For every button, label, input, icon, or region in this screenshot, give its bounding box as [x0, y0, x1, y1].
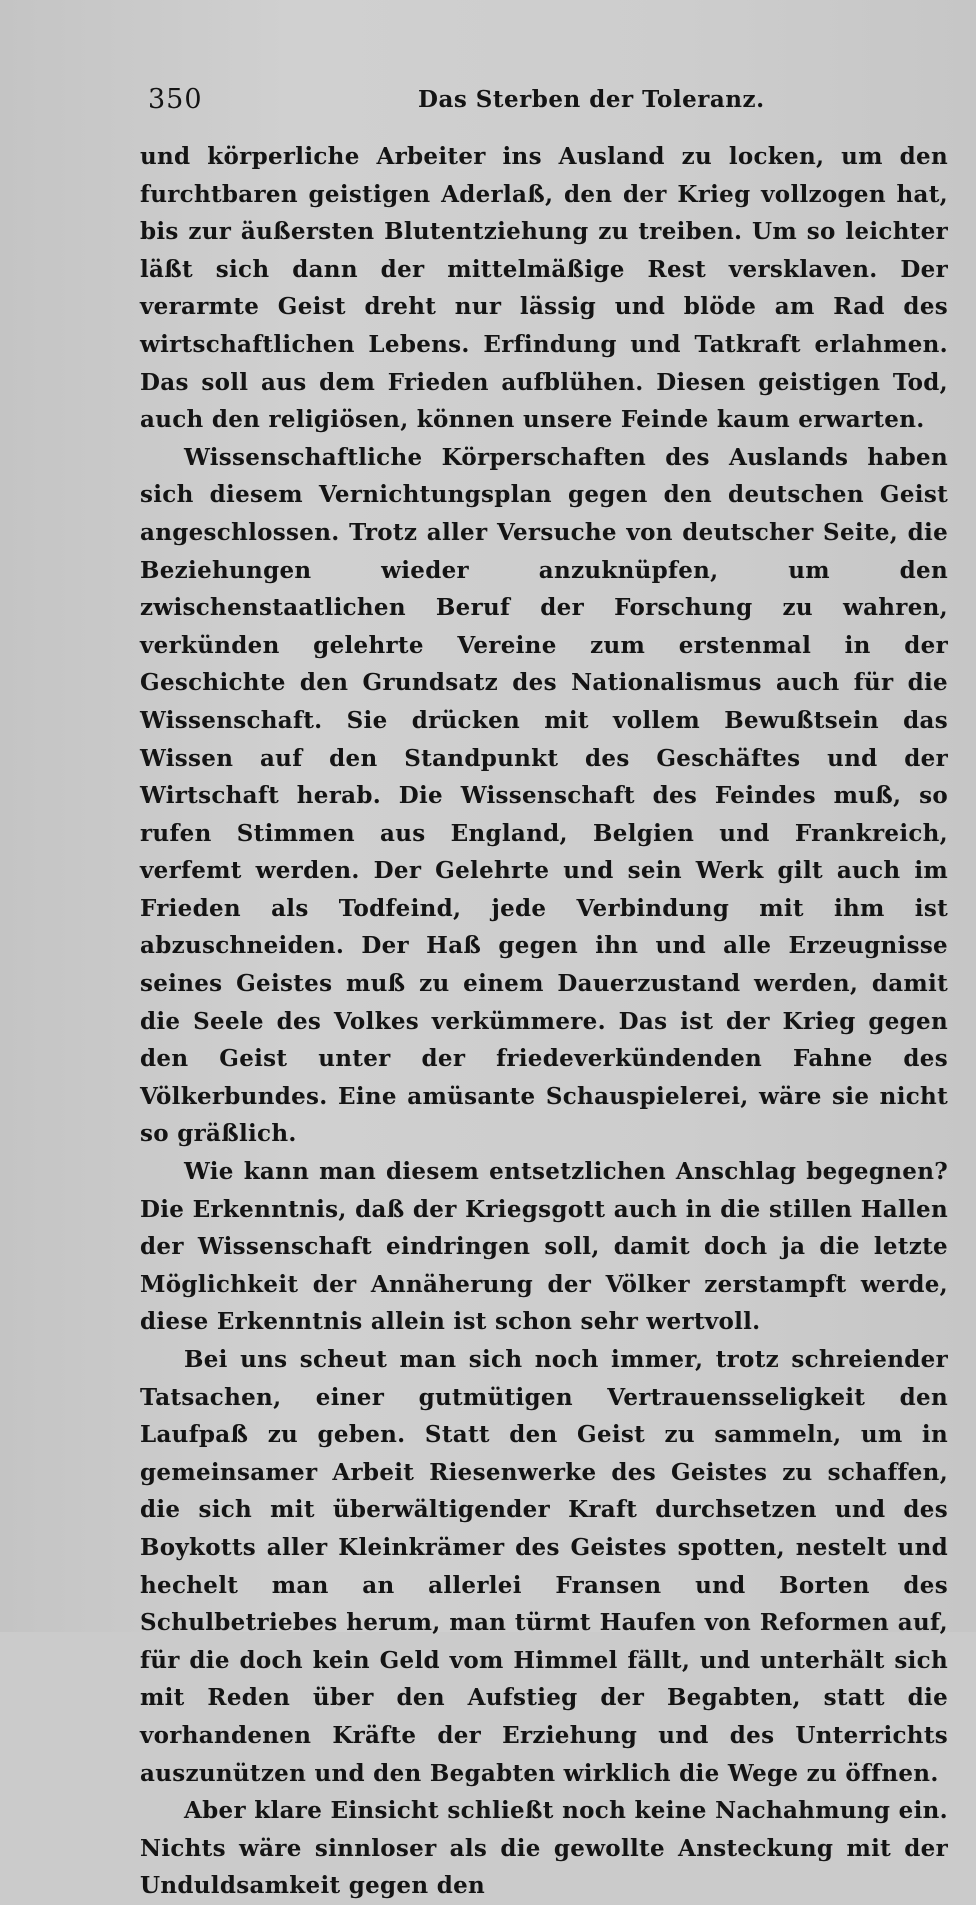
paragraph: Wie kann man diesem entsetzlichen Anschlag begegnen? Die Erkenntnis, daß der Kriegsgott auch in die stillen Hallen der Wissenschaft eindringen soll, damit doch ja die letzte Möglichkeit der Annäherung der Völker zerstampft werde, diese Erkenntnis allein ist schon sehr wertvoll.: [140, 1158, 948, 1336]
page-number: 350: [148, 84, 203, 115]
paragraph: Wissenschaftliche Körperschaften des Auslands haben sich diesem Vernichtungsplan gegen den deutschen Geist angeschlossen. Trotz aller Versuche von deutscher Seite, die Beziehungen wieder anzuknüpfen, um den zwischenstaatlichen Beruf der Forschung zu wahren, verkünden gelehrte Vereine zum erstenmal in der Geschichte den Grundsatz des Nationalismus auch für die Wissenschaft. Sie drücken mit vollem Bewußtsein das Wissen auf den Standpunkt des Geschäftes und der Wirtschaft herab. Die Wissenschaft des Feindes muß, so rufen Stimmen aus England, Belgien und Frankreich, verfemt werden. Der Gelehrte und sein Werk gilt auch im Frieden als Todfeind, jede Verbindung mit ihm ist abzuschneiden. Der Haß gegen ihn und alle Erzeugnisse seines Geistes muß zu einem Dauerzustand werden, damit die Seele des Volkes verkümmere. Das ist der Krieg gegen den Geist unter der friedeverkündenden Fahne des Völkerbundes. Eine amüsante Schauspielerei, wäre sie nicht so gräßlich.: [140, 443, 948, 1148]
running-title: Das Sterben der Toleranz.: [418, 86, 765, 113]
paragraph: Bei uns scheut man sich noch immer, trotz schreiender Tatsachen, einer gutmütigen Vertrauensseligkeit den Laufpaß zu geben. Statt den Geist zu sammeln, um in gemeinsamer Arbeit Riesenwerke des Geistes zu schaffen, die sich mit überwältigender Kraft durchsetzen und des Boykotts aller Kleinkrämer des Geistes spotten, nestelt und hechelt man an allerlei Fransen und Borten des Schulbetriebes herum, man türmt Haufen von Reformen auf, für die doch kein Geld vom Himmel fällt, und unterhält sich mit Reden über den Aufstieg der Begabten, statt die vorhandenen Kräfte der Erziehung und des Unterrichts auszunützen und den Begabten wirklich die Wege zu öffnen.: [140, 1346, 948, 1787]
page-header: [140, 84, 948, 124]
paragraph: Aber klare Einsicht schließt noch keine Nachahmung ein. Nichts wäre sinnloser als die gewollte Ansteckung mit der Unduldsamkeit gegen den: [140, 1797, 948, 1900]
body-text: [140, 138, 948, 1905]
paragraph-continuation: und körperliche Arbeiter ins Ausland zu locken, um den furchtbaren geistigen Aderlaß, den der Krieg vollzogen hat, bis zur äußersten Blutentziehung zu treiben. Um so leichter läßt sich dann der mittelmäßige Rest versklaven. Der verarmte Geist dreht nur lässig und blöde am Rad des wirtschaftlichen Lebens. Erfindung und Tatkraft erlahmen. Das soll aus dem Frieden aufblühen. Diesen geistigen Tod, auch den religiösen, können unsere Feinde kaum erwarten.: [140, 143, 948, 434]
